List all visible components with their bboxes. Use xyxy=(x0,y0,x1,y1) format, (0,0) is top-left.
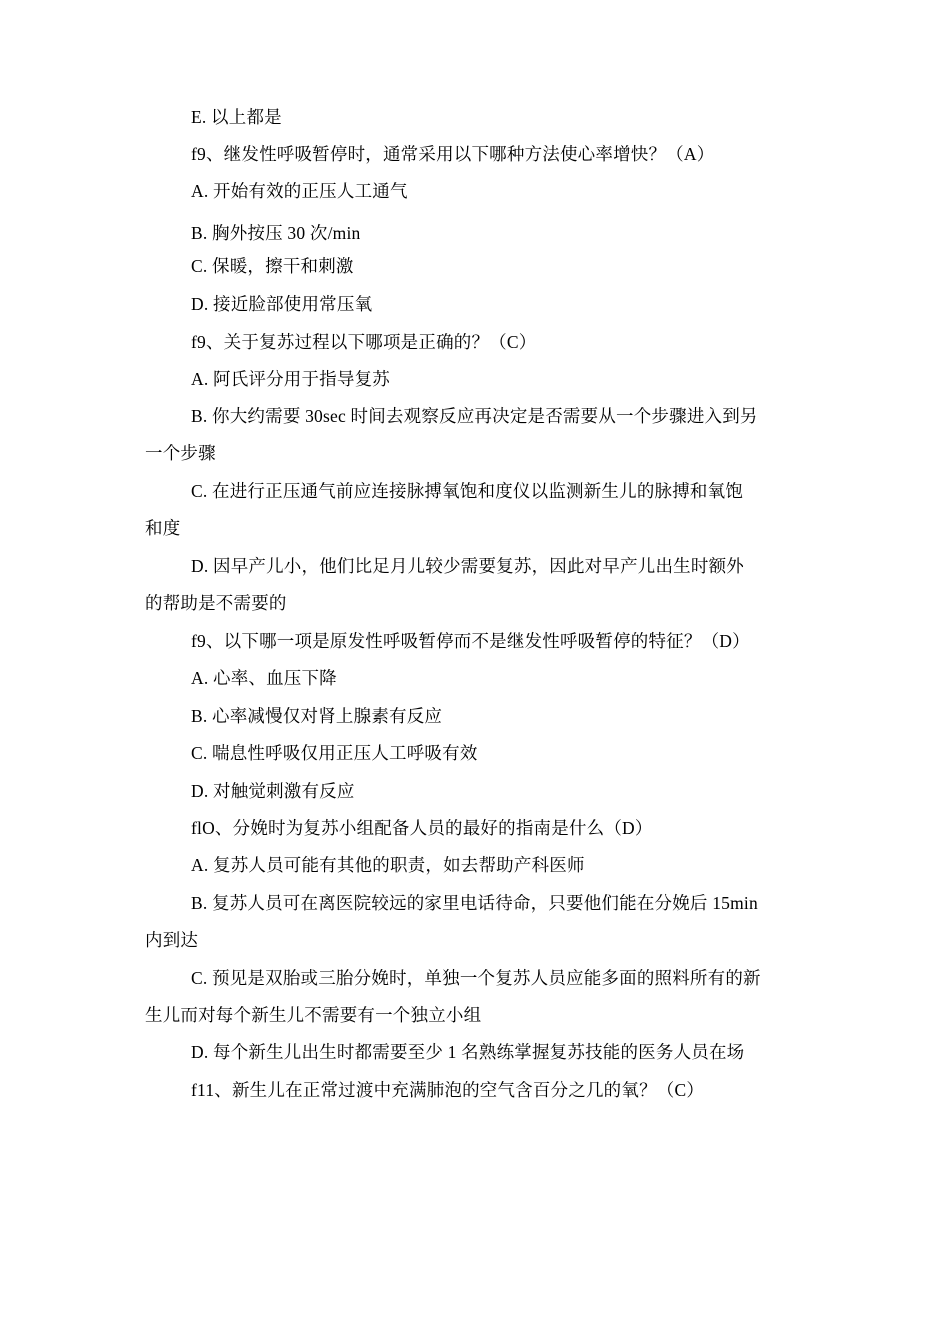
option-line: B. 心率减慢仅对肾上腺素有反应 xyxy=(191,706,443,726)
option-continuation: 和度 xyxy=(145,518,181,538)
question-heading: f9、继发性呼吸暂停时，通常采用以下哪种方法使心率增快？（A） xyxy=(191,144,715,164)
option-continuation: 内到达 xyxy=(145,930,199,950)
question-heading: flO、分娩时为复苏小组配备人员的最好的指南是什么（D） xyxy=(191,818,653,838)
option-line: A. 阿氏评分用于指导复苏 xyxy=(191,369,390,389)
option-line: A. 心率、血压下降 xyxy=(191,668,337,688)
option-line: B. 胸外按压 30 次/min xyxy=(191,223,361,243)
option-line: D. 接近脸部使用常压氧 xyxy=(191,294,373,314)
option-line: D. 对触觉刺激有反应 xyxy=(191,781,355,801)
option-line: C. 在进行正压通气前应连接脉搏氧饱和度仪以监测新生儿的脉搏和氧饱 xyxy=(191,481,744,501)
option-line: C. 保暖，擦干和刺激 xyxy=(191,256,354,276)
question-heading: f9、关于复苏过程以下哪项是正确的？（C） xyxy=(191,332,537,352)
option-line: A. 开始有效的正压人工通气 xyxy=(191,181,408,201)
option-e-all-above: E. 以上都是 xyxy=(191,107,282,127)
option-continuation: 的帮助是不需要的 xyxy=(145,593,287,613)
question-heading: f11、新生儿在正常过渡中充满肺泡的空气含百分之几的氧？（C） xyxy=(191,1080,705,1100)
option-continuation: 一个步骤 xyxy=(145,443,216,463)
option-line: B. 你大约需要 30sec 时间去观察反应再决定是否需要从一个步骤进入到另 xyxy=(191,406,758,426)
option-line: D. 每个新生儿出生时都需要至少 1 名熟练掌握复苏技能的医务人员在场 xyxy=(191,1042,745,1062)
option-continuation: 生儿而对每个新生儿不需要有一个独立小组 xyxy=(145,1005,482,1025)
option-line: C. 预见是双胎或三胎分娩时，单独一个复苏人员应能多面的照料所有的新 xyxy=(191,968,761,988)
option-line: B. 复苏人员可在离医院较远的家里电话待命，只要他们能在分娩后 15min xyxy=(191,893,758,913)
question-heading: f9、以下哪一项是原发性呼吸暂停而不是继发性呼吸暂停的特征？（D） xyxy=(191,631,750,651)
option-line: A. 复苏人员可能有其他的职责，如去帮助产科医师 xyxy=(191,855,585,875)
option-line: C. 喘息性呼吸仅用正压人工呼吸有效 xyxy=(191,743,478,763)
option-line: D. 因早产儿小，他们比足月儿较少需要复苏，因此对早产儿出生时额外 xyxy=(191,556,744,576)
